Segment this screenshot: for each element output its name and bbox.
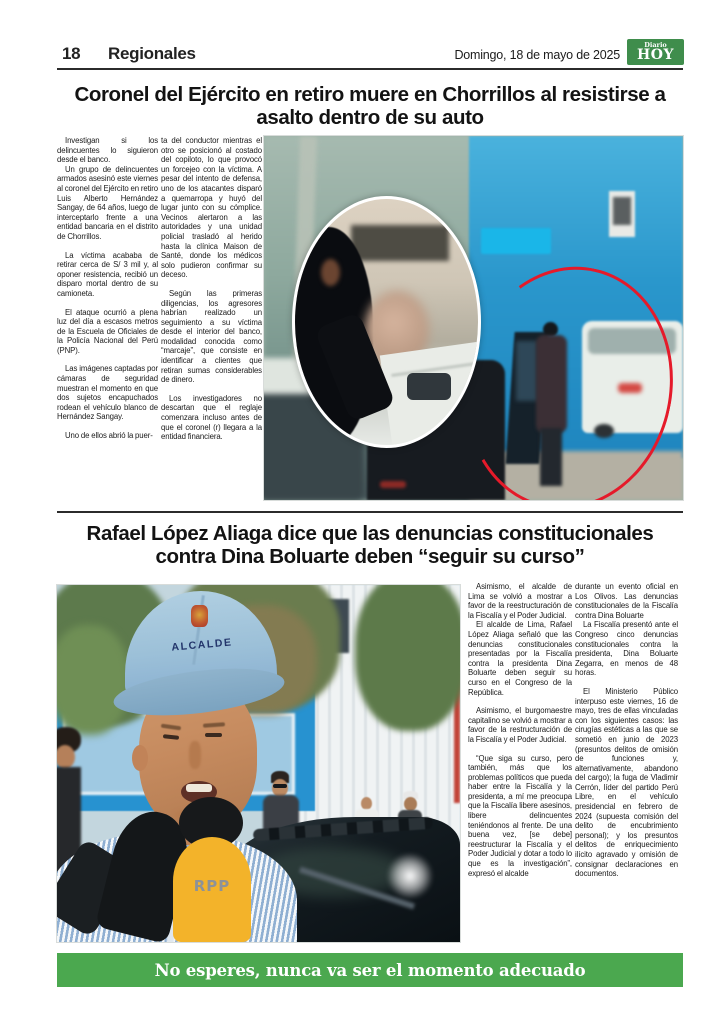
- paragraph: Asimismo, el alcalde de Lima se volvió a mostrar a favor de la reestructuración de la Fiscalía y el Poder Judicial.: [468, 582, 572, 620]
- article1-column-1: [57, 136, 158, 505]
- paragraph: Las imágenes captadas por cámaras de seguridad muestran el momento en que dos sujetos encapuchados rodean el vehículo blanco de Hernández Sangay.: [57, 364, 158, 422]
- page-number: 18: [62, 44, 81, 63]
- paragraph: El ataque ocurrió a plena luz del día a escasos metros de la Escuela de Oficiales de la Policía Nacional del Perú (PNP).: [57, 307, 158, 355]
- article2-headline: Rafael López Aliaga dice que las denuncias constitucionales contra Dina Boluarte deben “seguir su curso”: [86, 522, 654, 568]
- poster-art: [613, 197, 631, 225]
- diario-hoy-logo: [627, 39, 684, 65]
- bystander-sunglasses: [273, 784, 287, 788]
- sun-glint: [387, 853, 433, 899]
- bottom-banner: [57, 953, 683, 987]
- taillight: [380, 481, 406, 488]
- tree-right: [355, 585, 460, 731]
- balaclava-face-opening: [321, 259, 340, 286]
- mayor-ear: [132, 745, 148, 771]
- paragraph: Uno de ellos abrió la puer-: [65, 431, 153, 441]
- teeth: [186, 784, 212, 792]
- paragraph: La Fiscalía presentó ante el Congreso cinco denuncias constitucionales contra la presidenta, Dina Boluarte Zegarra, en menos de 48 horas.: [575, 620, 678, 678]
- inset-dark-sign: [351, 225, 449, 261]
- article2-column-2: [575, 582, 678, 948]
- wall-poster: [609, 191, 635, 237]
- eye: [205, 733, 222, 737]
- paragraph: El Ministerio Público interpuso este viernes, 16 de mayo, tres de ellas vinculadas con los siguientes casos: las cirugías estéticas a las que se sometió en junio de 2023 (presuntos delitos de omisión de funciones y, alternativamente, abandono del cargo); la fuga de Vladimir Cerrón, líder del partido Perú Libre, en el vehículo presidencial en febrero de 2024 (supuesta comisión del delito de encubrimiento personal); y los presuntos delitos de enriquecimiento ilícito agravado y omisión de consignar declaraciones en documentos.: [575, 686, 678, 879]
- masked-robber-inset: [292, 196, 481, 448]
- nose: [189, 741, 201, 769]
- cap-label: ALCALDE: [170, 636, 234, 654]
- edition-date: Domingo, 18 de mayo de 2025: [454, 48, 620, 62]
- cctv-photo: [264, 136, 683, 500]
- cyan-sign: [481, 228, 551, 254]
- paragraph: durante un evento oficial en Los Olivos. Las denuncias constitucionales de la Fiscalía contra Dina Boluarte: [575, 582, 678, 620]
- paragraph: “Que siga su curso, pero también, más que los problemas políticos que pueda haber entre la Fiscalía y la presidenta, a mí me preocupa que la Fiscalía libere asesinos, libere delincuentes teniéndonos al frente. De una buena vez, [se debe] reestructurar la Fiscalía y el Poder Judicial y dotar a todo lo que es la investigación”, expresó el alcalde: [468, 753, 572, 878]
- paragraph: La víctima acababa de retirar cerca de S/ 3 mil y, al oponer resistencia, recibió un disparo mortal dentro de su camioneta.: [57, 250, 158, 298]
- paragraph: ta del conductor mientras el otro se posicionó al costado del copiloto, lo que provocó un forcejeo con la víctima. A pesar del intento de defensa, uno de los atacantes disparó a quemarropa y huyó del lugar junto con su cómplice. Vecinos alertaron a las autoridades y una unidad policial trasladó al herido hasta la clínica Maison de Santé, donde los médicos solo pudieron confirmar su deceso.: [161, 136, 262, 280]
- article-divider: [57, 511, 683, 513]
- foliage-left-light: [57, 625, 129, 735]
- cap-crest: [191, 605, 208, 627]
- paragraph: El alcalde de Lima, Rafael López Aliaga señaló que las denuncias constitucionales presentadas por la Fiscalía contra la presidenta Dina Boluarte deben seguir su curso en el Congreso de la República.: [468, 620, 572, 697]
- article1-headline: Coronel del Ejército en retiro muere en Chorrillos al resistirse a asalto dentro de su auto: [74, 83, 666, 129]
- article2-column-1: [468, 582, 572, 948]
- article1-column-2: [161, 136, 262, 505]
- mayor-photo: [57, 585, 460, 942]
- paragraph: Un grupo de delincuentes armados asesinó este viernes al coronel del Ejército en retiro Luis Alberto Hernández Sangay, de 64 años, luego de interceptarlo frente a una entidad bancaria en el distrito de Chorrillos.: [57, 164, 158, 241]
- paragraph: Asimismo, el burgomaestre capitalino se volvió a mostrar a favor de la restructuración de la Fiscalía y el Poder Judicial.: [468, 706, 572, 744]
- paragraph: Los investigadores no descartan que el reglaje comenzara incluso antes de que el coronel (r) llegara a la entidad financiera.: [161, 393, 262, 442]
- header-divider: [57, 68, 683, 70]
- logo-main-text: HOY: [637, 47, 674, 64]
- paragraph: Según las primeras diligencias, los agresores habrían realizado un seguimiento a su víctima desde el interior del banco, modalidad conocida como “marcaje”, que consiste en identificar a clientes que retiran sumas considerables de dinero.: [161, 288, 262, 385]
- rpp-logo: RPP: [193, 877, 231, 895]
- paragraph: Investigan si los delincuentes lo siguieron desde el banco.: [57, 136, 158, 165]
- section-title: Regionales: [108, 44, 196, 63]
- logo-top-text: Diario: [644, 40, 667, 49]
- banner-text: No esperes, nunca va ser el momento adecuado: [154, 960, 586, 980]
- bystander-head: [404, 797, 417, 811]
- side-mirror: [407, 373, 451, 400]
